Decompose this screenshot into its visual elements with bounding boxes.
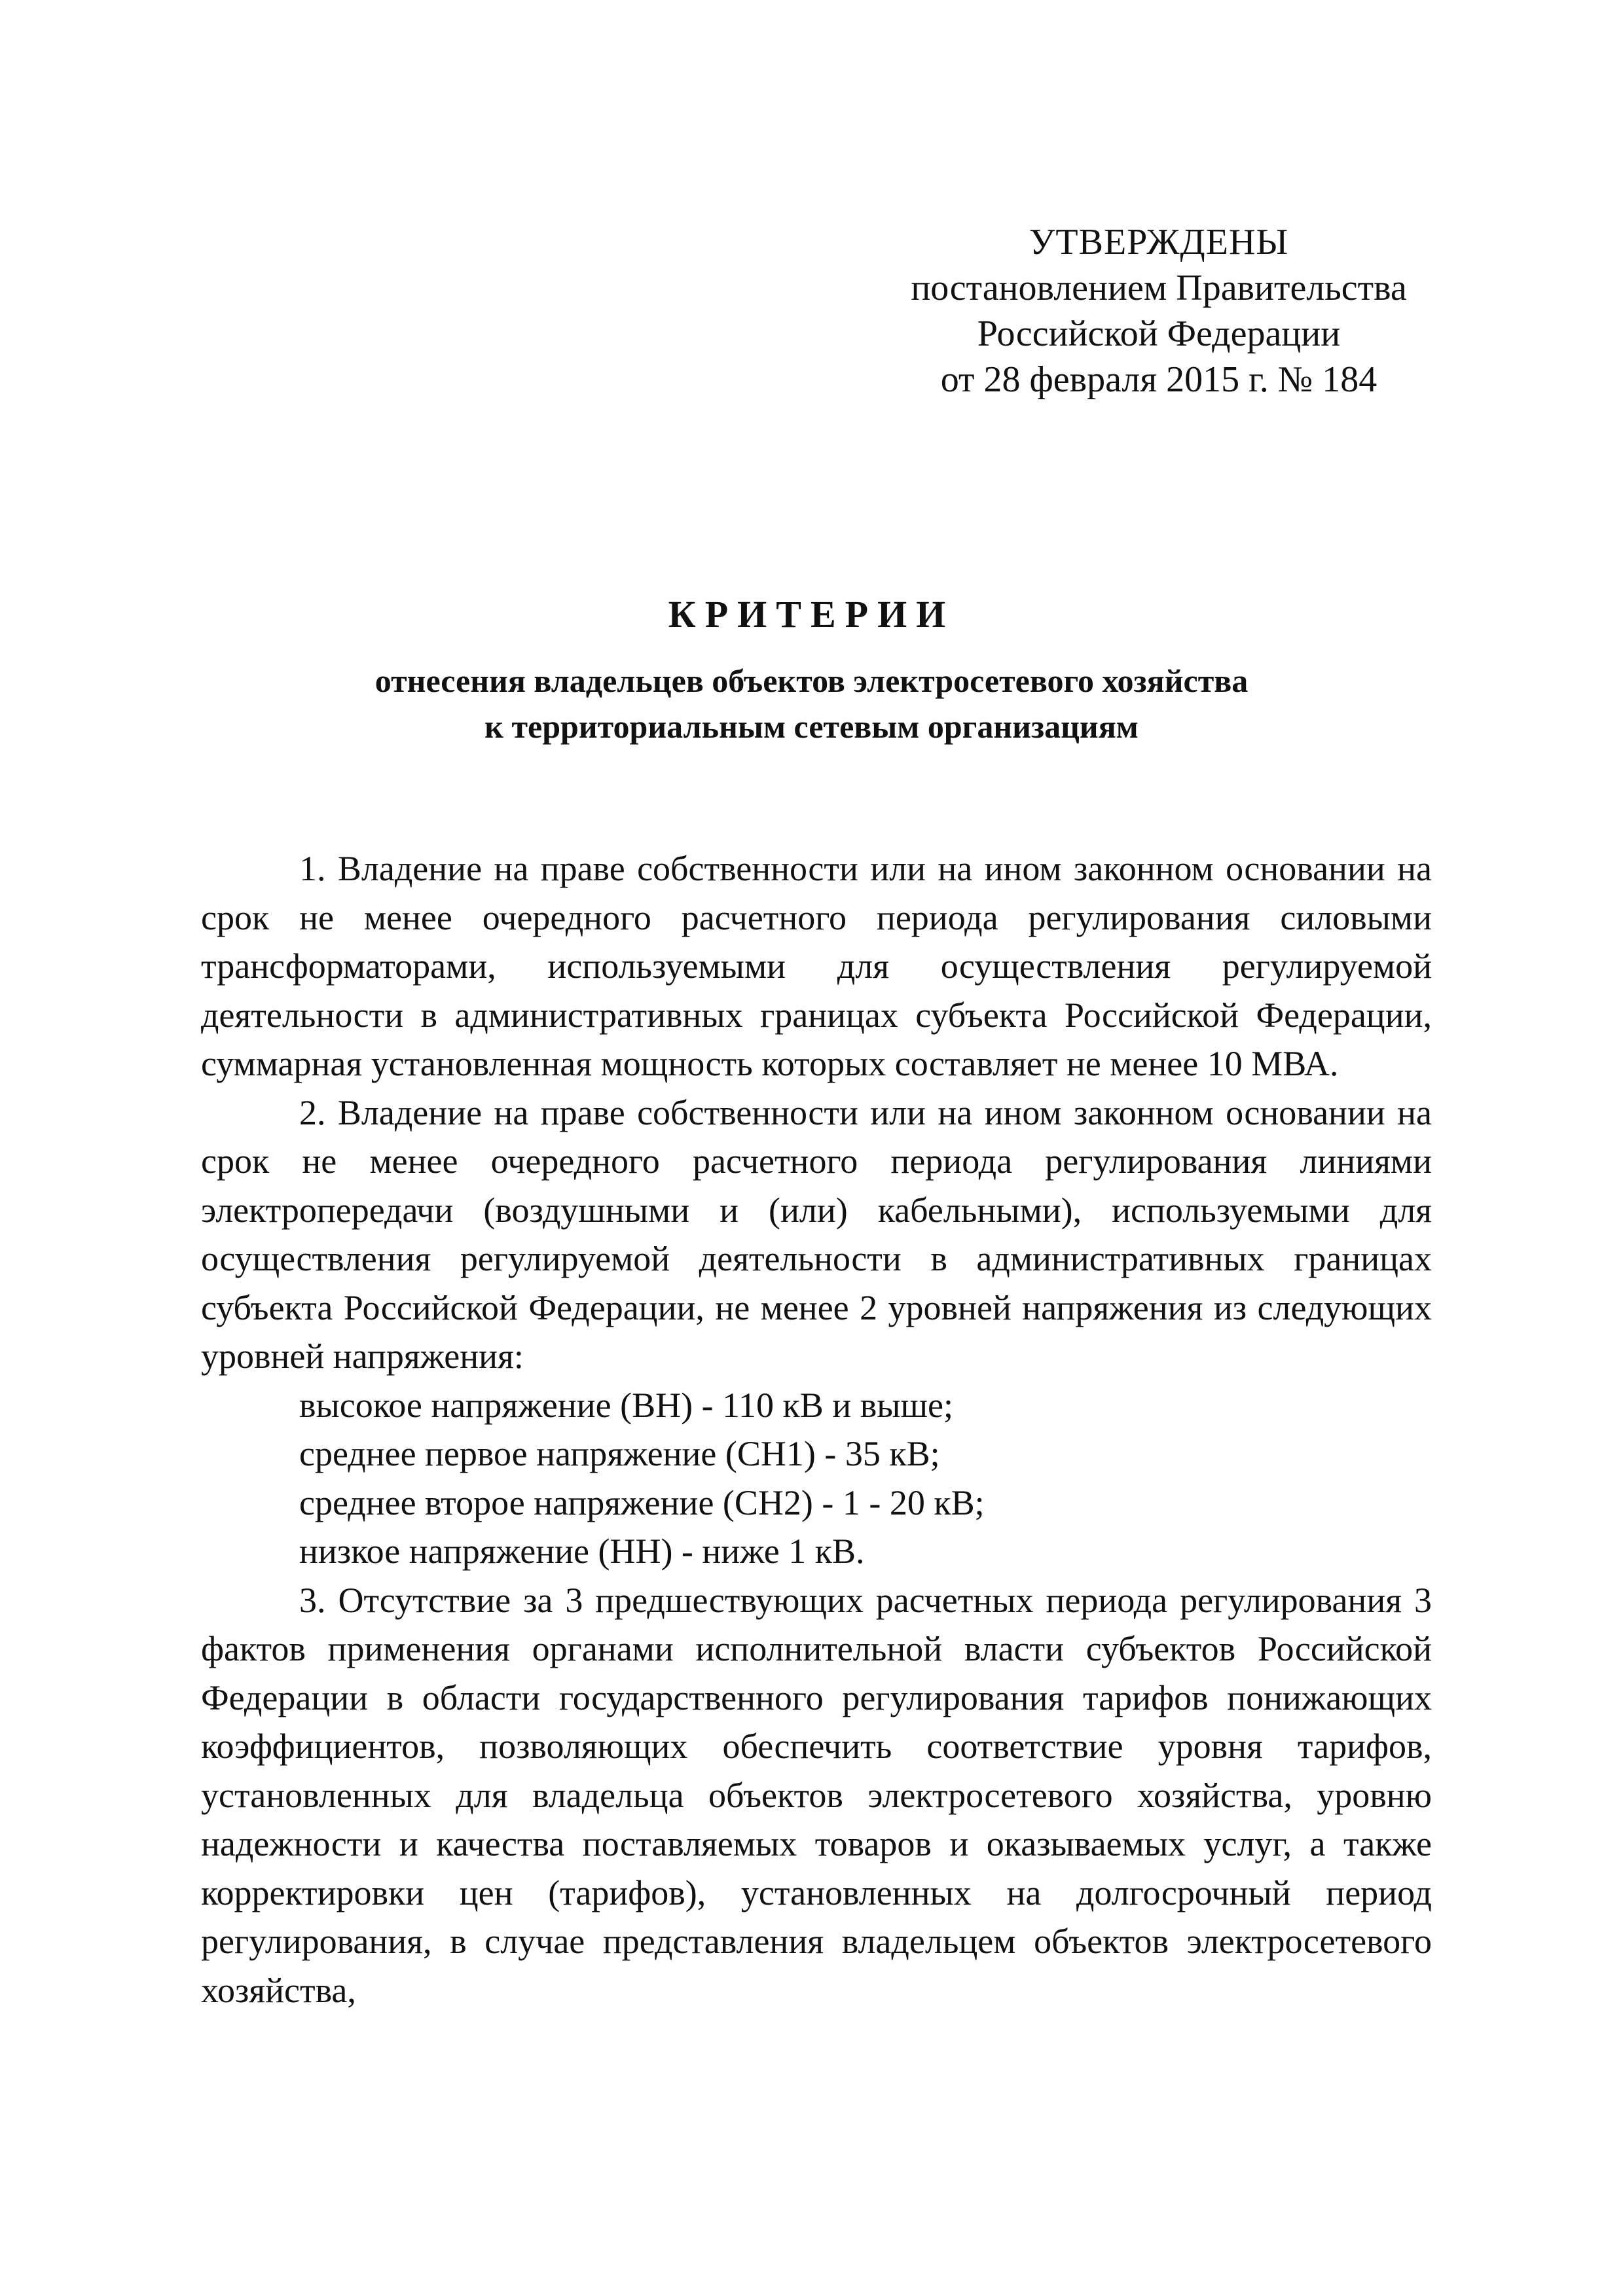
approval-line-1: постановлением Правительства — [911, 268, 1407, 308]
subtitle-line-2: к территориальным сетевым организациям — [484, 708, 1139, 745]
criterion-1: 1. Владение на праве собственности или на ином законном основании на срок не менее очередного расчетного периода регулирования силовыми трансформаторами, используемыми для осуществления регулируемой деятельности в административных границах субъекта Российской Федерации, суммарная установленная мощность которых составляет не менее 10 МВА. — [201, 849, 1432, 1083]
document-subtitle — [0, 658, 1623, 749]
document-title: КРИТЕРИИ — [668, 593, 955, 636]
document-body — [201, 844, 1432, 2015]
voltage-level-item: высокое напряжение (ВН) - 110 кВ и выше; — [299, 1385, 954, 1425]
approval-line-3: от 28 февраля 2015 г. № 184 — [940, 359, 1377, 400]
approval-title: УТВЕРЖДЕНЫ — [1029, 222, 1289, 262]
voltage-level-item: среднее второе напряжение (СН2) - 1 - 20 кВ; — [299, 1482, 985, 1522]
criterion-3: 3. Отсутствие за 3 предшествующих расчетных периода регулирования 3 фактов применения органами исполнительной власти субъектов Российской Федерации в области государственного регулирования тарифов понижающих коэффициентов, позволяющих обеспечить соответствие уровня тарифов, установленных для владельца объектов электросетевого хозяйства, уровню надежности и качества поставляемых товаров и оказываемых услуг, а также корректировки цен (тарифов), установленных на долгосрочный период регулирования, в случае представления владельцем объектов электросетевого хозяйства, — [201, 1580, 1432, 2010]
voltage-level-item: низкое напряжение (НН) - ниже 1 кВ. — [299, 1532, 865, 1571]
subtitle-line-1: отнесения владельцев объектов электросетевого хозяйства — [374, 662, 1249, 699]
criterion-2: 2. Владение на праве собственности или на ином законном основании на срок не менее очередного расчетного периода регулирования линиями электропередачи (воздушными и (или) кабельными), используемыми для осуществления регулируемой деятельности в административных границах субъекта Российской Федерации, не менее 2 уровней напряжения из следующих уровней напряжения: — [201, 1092, 1432, 1376]
approval-line-2: Российской Федерации — [977, 314, 1341, 354]
voltage-level-item: среднее первое напряжение (СН1) - 35 кВ; — [299, 1434, 940, 1473]
approval-block — [831, 219, 1486, 403]
